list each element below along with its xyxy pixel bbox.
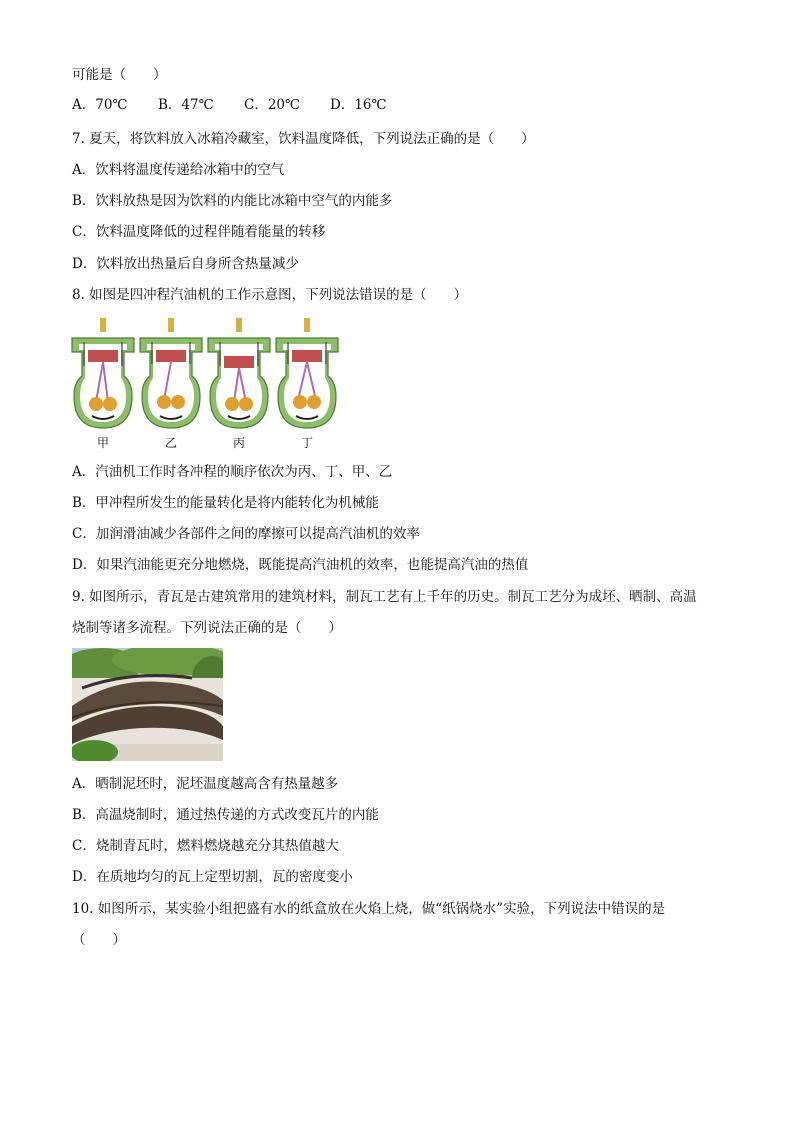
q6-options — [72, 96, 387, 114]
engine-diagram-yi — [138, 316, 204, 432]
engine-diagram-bing — [206, 316, 272, 432]
q6-option-d: D．16℃ — [330, 97, 387, 113]
q9-option-d: D．在质地均匀的瓦上定型切割，瓦的密度变小 — [72, 869, 353, 885]
q7-option-c: C．饮料温度降低的过程伴随着能量的转移 — [72, 224, 326, 240]
q6-option-b: B．47℃ — [158, 97, 214, 113]
engine-diagram-ding — [274, 316, 340, 432]
q9-stem-line1: 9. 如图所示，青瓦是古建筑常用的建筑材料，制瓦工艺有上千年的历史。制瓦工艺分为成坯、晒制、高温 — [72, 589, 697, 605]
q8-option-d: D．如果汽油能更充分地燃烧，既能提高汽油机的效率，也能提高汽油的热值 — [72, 557, 529, 573]
q6-option-c: C．20℃ — [244, 97, 301, 113]
tile-roof-photo — [72, 648, 223, 761]
q10-stem-line1: 10. 如图所示，某实验小组把盛有水的纸盒放在火焰上烧，做“纸锅烧水”实验，下列说法中错误的是 — [72, 901, 666, 917]
q8-option-c: C．加润滑油减少各部件之间的摩擦可以提高汽油机的效率 — [72, 526, 420, 542]
q6-option-a: A．70℃ — [72, 97, 128, 113]
engine-stroke-figure — [70, 316, 340, 450]
engine-label-bing: 丙 — [232, 436, 245, 450]
q6-stem-end: 可能是（ ） — [72, 67, 167, 83]
engine-label-yi: 乙 — [164, 436, 177, 450]
q9-option-b: B．高温烧制时，通过热传递的方式改变瓦片的内能 — [72, 807, 379, 823]
q7-option-d: D．饮料放出热量后自身所含热量减少 — [72, 256, 299, 272]
engine-label-ding: 丁 — [300, 436, 313, 450]
q7-option-a: A．饮料将温度传递给冰箱中的空气 — [72, 162, 285, 178]
q7-stem: 7. 夏天，将饮料放入冰箱冷藏室，饮料温度降低，下列说法正确的是（ ） — [72, 131, 535, 147]
q10-stem-line2: （ ） — [72, 932, 126, 948]
engine-diagram-jia — [70, 316, 136, 432]
engine-label-jia: 甲 — [96, 436, 109, 450]
q8-stem: 8. 如图是四冲程汽油机的工作示意图，下列说法错误的是（ ） — [72, 287, 468, 303]
q9-option-c: C．烧制青瓦时，燃料燃烧越充分其热值越大 — [72, 838, 339, 854]
q9-option-a: A．晒制泥坯时，泥坯温度越高含有热量越多 — [72, 776, 339, 792]
q8-option-b: B．甲冲程所发生的能量转化是将内能转化为机械能 — [72, 495, 379, 511]
q7-option-b: B．饮料放热是因为饮料的内能比冰箱中空气的内能多 — [72, 193, 393, 209]
q9-stem-line2: 烧制等诸多流程。下列说法正确的是（ ） — [72, 620, 342, 636]
q8-option-a: A．汽油机工作时各冲程的顺序依次为丙、丁、甲、乙 — [72, 464, 393, 480]
